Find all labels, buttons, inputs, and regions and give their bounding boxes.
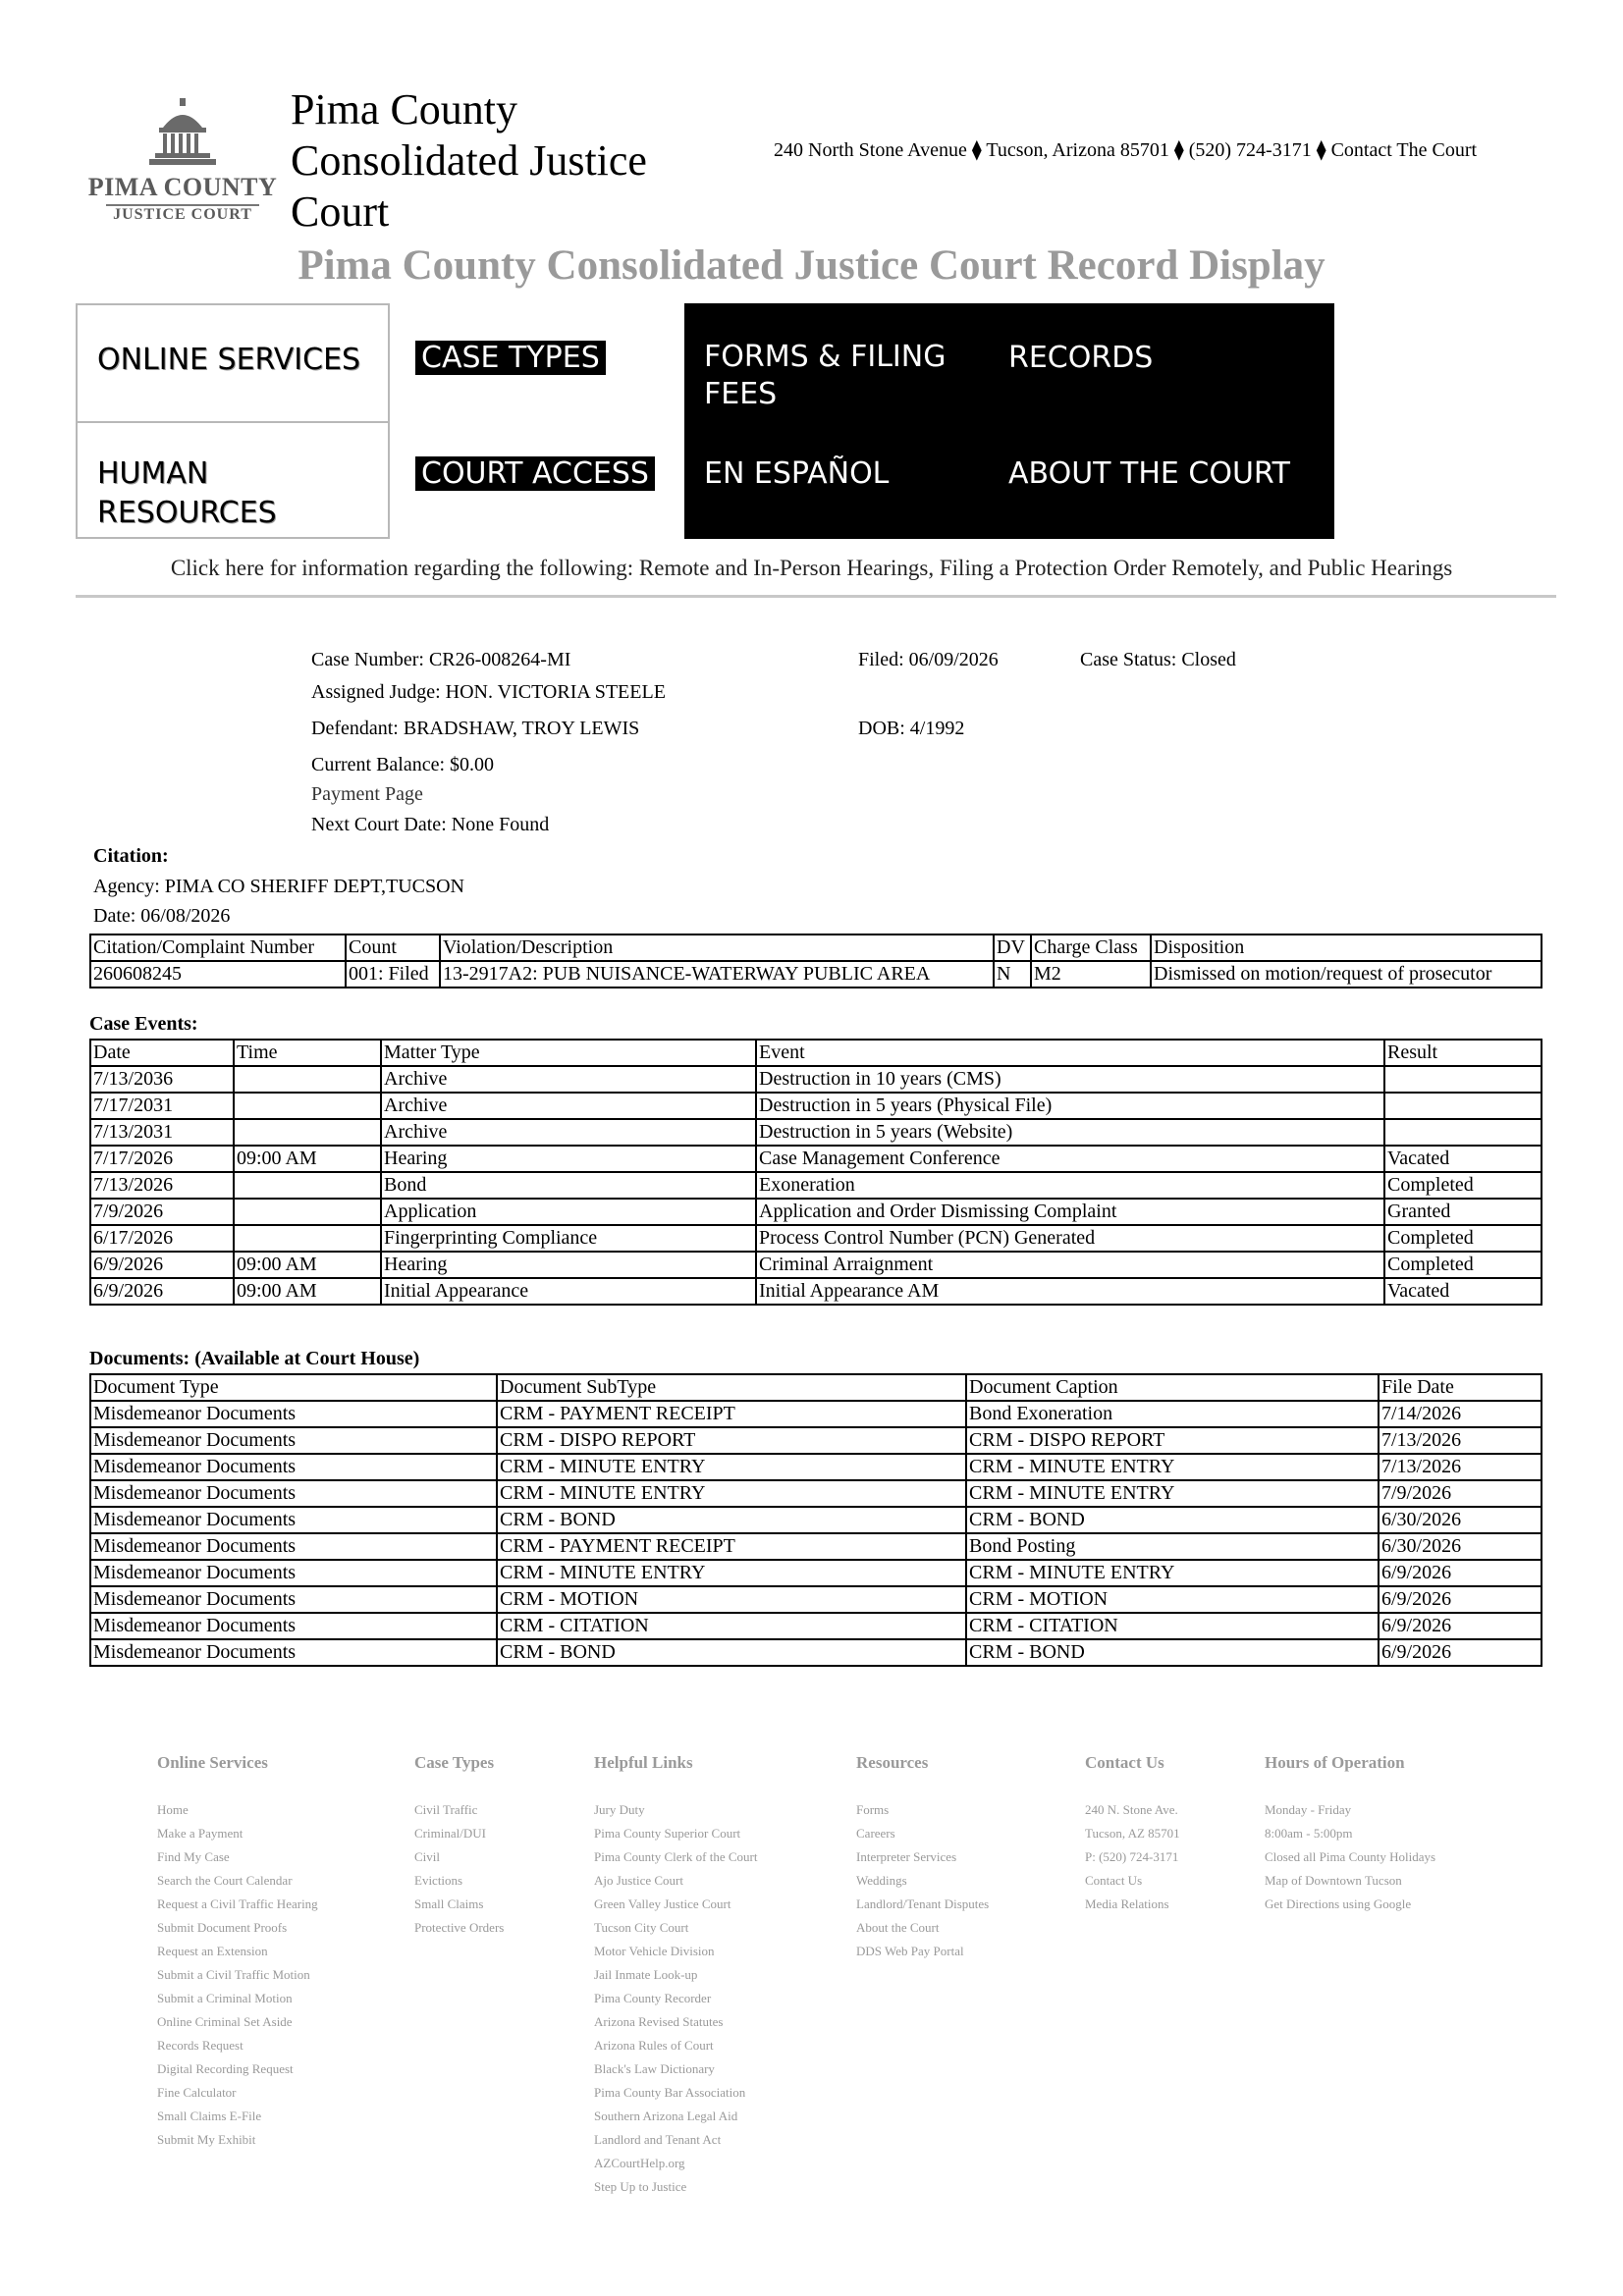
table-cell: 7/13/2026 <box>1379 1427 1542 1454</box>
table-row <box>90 1560 1542 1586</box>
table-cell <box>234 1093 381 1119</box>
documents-table <box>89 1373 1542 1667</box>
table-row <box>90 961 1542 988</box>
table-cell: Bond Exoneration <box>966 1401 1379 1427</box>
filed-date: Filed: 06/09/2026 <box>858 649 999 670</box>
footer-link[interactable]: Make a Payment <box>157 1826 243 1841</box>
nav-forms-fees-label: FORMS & FILING FEES <box>704 340 947 411</box>
footer-column-online-services <box>157 1753 318 2152</box>
footer-link[interactable]: Pima County Clerk of the Court <box>594 1849 758 1864</box>
table-cell: CRM - PAYMENT RECEIPT <box>497 1401 966 1427</box>
table-cell: CRM - CITATION <box>966 1613 1379 1639</box>
defendant: Defendant: BRADSHAW, TROY LEWIS <box>311 718 640 739</box>
footer-column-helpful-links <box>594 1753 757 2199</box>
table-cell <box>1384 1119 1542 1146</box>
footer-link[interactable]: Records Request <box>157 2038 243 2053</box>
court-logo[interactable] <box>86 98 279 228</box>
table-cell: 6/9/2026 <box>1379 1560 1542 1586</box>
table-cell: 09:00 AM <box>234 1278 381 1305</box>
table-cell <box>234 1119 381 1146</box>
table-cell <box>1384 1093 1542 1119</box>
citation-agency: Agency: PIMA CO SHERIFF DEPT,TUCSON <box>93 876 464 897</box>
footer-link[interactable]: Pima County Bar Association <box>594 2085 746 2100</box>
hearings-notice-link[interactable]: Click here for information regarding the following: Remote and In-Person Hearings, Filing a Protection Order Remotely, and Public Hearings <box>170 556 1453 580</box>
table-cell: Archive <box>381 1119 756 1146</box>
table-cell: M2 <box>1031 961 1151 988</box>
table-row <box>90 1093 1542 1119</box>
table-cell: CRM - CITATION <box>497 1613 966 1639</box>
footer-link[interactable]: 8:00am - 5:00pm <box>1265 1826 1353 1841</box>
nav-human-resources[interactable] <box>76 421 390 539</box>
footer-link[interactable]: Submit a Criminal Motion <box>157 1991 293 2005</box>
footer-link[interactable]: Closed all Pima County Holidays <box>1265 1849 1436 1864</box>
table-cell: Archive <box>381 1093 756 1119</box>
footer-link[interactable]: Ajo Justice Court <box>594 1873 683 1888</box>
table-header-row <box>90 1374 1542 1401</box>
table-cell: Completed <box>1384 1252 1542 1278</box>
footer-link[interactable]: Online Criminal Set Aside <box>157 2014 293 2029</box>
footer-link[interactable]: Tucson City Court <box>594 1920 689 1935</box>
nav-forms-fees[interactable] <box>684 339 969 413</box>
column-header: Charge Class <box>1031 934 1151 961</box>
table-row <box>90 1454 1542 1480</box>
table-row <box>90 1533 1542 1560</box>
footer-heading: Case Types <box>414 1753 495 1772</box>
table-row <box>90 1639 1542 1666</box>
footer-heading: Helpful Links <box>594 1753 693 1772</box>
footer-link[interactable]: Landlord and Tenant Act <box>594 2132 722 2147</box>
table-cell: CRM - MINUTE ENTRY <box>497 1454 966 1480</box>
table-cell: 6/9/2026 <box>1379 1613 1542 1639</box>
footer-link[interactable]: Black's Law Dictionary <box>594 2061 715 2076</box>
footer-column-case-types <box>414 1753 504 1940</box>
table-cell <box>234 1199 381 1225</box>
nav-online-services[interactable] <box>76 303 390 423</box>
table-cell: Archive <box>381 1066 756 1093</box>
citation-table-body <box>90 934 1542 988</box>
footer-link[interactable]: Submit Document Proofs <box>157 1920 288 1935</box>
table-cell: 7/9/2026 <box>90 1199 234 1225</box>
footer-link[interactable]: Arizona Revised Statutes <box>594 2014 724 2029</box>
table-cell: Misdemeanor Documents <box>90 1427 497 1454</box>
footer-link[interactable]: Request a Civil Traffic Hearing <box>157 1896 318 1911</box>
table-cell: 7/9/2026 <box>1379 1480 1542 1507</box>
nav-records-label: RECORDS <box>1008 341 1154 375</box>
table-cell: Hearing <box>381 1252 756 1278</box>
table-cell: 7/13/2036 <box>90 1066 234 1093</box>
footer-link[interactable]: DDS Web Pay Portal <box>856 1944 964 1958</box>
table-cell: Process Control Number (PCN) Generated <box>756 1225 1384 1252</box>
documents-table-body <box>90 1374 1542 1666</box>
table-cell: Misdemeanor Documents <box>90 1480 497 1507</box>
table-cell: Hearing <box>381 1146 756 1172</box>
footer-link[interactable]: Civil Traffic <box>414 1802 478 1817</box>
table-cell: Criminal Arraignment <box>756 1252 1384 1278</box>
court-address[interactable]: 240 North Stone Avenue ⧫ Tucson, Arizona 85701 ⧫ (520) 724-3171 ⧫ Contact The Court <box>774 139 1478 161</box>
table-cell: 6/9/2026 <box>90 1252 234 1278</box>
footer-link[interactable]: P: (520) 724-3171 <box>1085 1849 1179 1864</box>
table-row <box>90 1199 1542 1225</box>
footer-link[interactable]: Find My Case <box>157 1849 230 1864</box>
table-row <box>90 1401 1542 1427</box>
footer-link[interactable]: Search the Court Calendar <box>157 1873 293 1888</box>
footer-link[interactable]: Landlord/Tenant Disputes <box>856 1896 990 1911</box>
column-header: Date <box>90 1040 234 1066</box>
table-cell: 7/14/2026 <box>1379 1401 1542 1427</box>
main-nav <box>76 303 1334 539</box>
column-header: File Date <box>1379 1374 1542 1401</box>
table-cell <box>1384 1066 1542 1093</box>
footer-link[interactable]: Arizona Rules of Court <box>594 2038 714 2053</box>
table-cell: Destruction in 5 years (Physical File) <box>756 1093 1384 1119</box>
citation-heading: Citation: <box>93 845 169 867</box>
table-cell: Exoneration <box>756 1172 1384 1199</box>
table-cell: Misdemeanor Documents <box>90 1560 497 1586</box>
table-cell: CRM - MINUTE ENTRY <box>966 1480 1379 1507</box>
footer-link[interactable]: Fine Calculator <box>157 2085 237 2100</box>
footer-column-resources <box>856 1753 989 1963</box>
table-cell: CRM - MOTION <box>966 1586 1379 1613</box>
table-cell: Granted <box>1384 1199 1542 1225</box>
table-cell: Completed <box>1384 1172 1542 1199</box>
table-cell: Destruction in 5 years (Website) <box>756 1119 1384 1146</box>
footer-link[interactable]: Civil <box>414 1849 441 1864</box>
nav-about-court[interactable] <box>989 454 1323 494</box>
table-row <box>90 1613 1542 1639</box>
defendant-dob: DOB: 4/1992 <box>858 718 965 739</box>
footer-link[interactable]: Map of Downtown Tucson <box>1265 1873 1402 1888</box>
table-cell: Application and Order Dismissing Complaint <box>756 1199 1384 1225</box>
footer-heading: Resources <box>856 1753 929 1772</box>
table-cell: Vacated <box>1384 1278 1542 1305</box>
nav-case-types[interactable] <box>396 339 680 378</box>
court-name: Pima County Consolidated Justice Court <box>291 85 647 236</box>
payment-page-link[interactable]: Payment Page <box>311 783 423 805</box>
footer-column-hours <box>1265 1753 1435 1916</box>
table-cell <box>234 1066 381 1093</box>
nav-online-services-label: ONLINE SERVICES <box>97 343 361 377</box>
table-header-row <box>90 934 1542 961</box>
logo-name: PIMA COUNTY <box>87 173 278 201</box>
table-cell: Fingerprinting Compliance <box>381 1225 756 1252</box>
footer-link[interactable]: Request an Extension <box>157 1944 268 1958</box>
table-cell <box>234 1172 381 1199</box>
column-header: Result <box>1384 1040 1542 1066</box>
footer-link[interactable]: Get Directions using Google <box>1265 1896 1412 1911</box>
table-cell: 6/30/2026 <box>1379 1507 1542 1533</box>
table-cell: 6/30/2026 <box>1379 1533 1542 1560</box>
current-balance: Current Balance: $0.00 <box>311 754 495 775</box>
footer-link[interactable]: Step Up to Justice <box>594 2179 687 2194</box>
table-cell: N <box>994 961 1031 988</box>
footer-link[interactable]: Home <box>157 1802 189 1817</box>
table-cell: CRM - MOTION <box>497 1586 966 1613</box>
table-cell: Destruction in 10 years (CMS) <box>756 1066 1384 1093</box>
footer-heading: Contact Us <box>1085 1753 1164 1772</box>
table-row <box>90 1146 1542 1172</box>
footer-heading: Hours of Operation <box>1265 1753 1405 1772</box>
nav-human-resources-label: HUMAN RESOURCES <box>97 456 277 530</box>
nav-about-court-label: ABOUT THE COURT <box>1008 456 1290 491</box>
footer-link[interactable]: Small Claims E-File <box>157 2109 262 2123</box>
footer-link[interactable]: Pima County Recorder <box>594 1991 712 2005</box>
footer-link[interactable]: 240 N. Stone Ave. <box>1085 1802 1178 1817</box>
footer-link[interactable]: Monday - Friday <box>1265 1802 1352 1817</box>
table-row <box>90 1172 1542 1199</box>
documents-heading: Documents: (Available at Court House) <box>89 1348 420 1369</box>
case-events-heading: Case Events: <box>89 1013 198 1035</box>
table-cell: Misdemeanor Documents <box>90 1533 497 1560</box>
footer-link[interactable]: Jail Inmate Look-up <box>594 1967 698 1982</box>
footer-link[interactable]: Evictions <box>414 1873 463 1888</box>
table-cell: Vacated <box>1384 1146 1542 1172</box>
table-row <box>90 1507 1542 1533</box>
column-header: Count <box>346 934 440 961</box>
table-cell: CRM - BOND <box>497 1507 966 1533</box>
table-cell: 13-2917A2: PUB NUISANCE-WATERWAY PUBLIC AREA <box>440 961 994 988</box>
table-cell: CRM - DISPO REPORT <box>966 1427 1379 1454</box>
nav-court-access-label: COURT ACCESS <box>415 456 655 491</box>
footer-link[interactable]: AZCourtHelp.org <box>594 2156 685 2170</box>
footer-link[interactable]: Submit My Exhibit <box>157 2132 256 2147</box>
table-cell: CRM - MINUTE ENTRY <box>966 1560 1379 1586</box>
table-cell: Dismissed on motion/request of prosecutor <box>1151 961 1542 988</box>
table-row <box>90 1225 1542 1252</box>
table-cell: Misdemeanor Documents <box>90 1454 497 1480</box>
column-header: Event <box>756 1040 1384 1066</box>
page-title: Pima County Consolidated Justice Court Record Display <box>298 242 1325 289</box>
footer-link[interactable]: Green Valley Justice Court <box>594 1896 731 1911</box>
table-cell: 7/13/2026 <box>1379 1454 1542 1480</box>
notice-divider <box>76 595 1556 598</box>
column-header: Matter Type <box>381 1040 756 1066</box>
logo-subtitle: JUSTICE COURT <box>113 206 252 223</box>
footer-link[interactable]: Southern Arizona Legal Aid <box>594 2109 738 2123</box>
citation-date: Date: 06/08/2026 <box>93 905 231 927</box>
nav-en-espanol[interactable] <box>684 454 979 494</box>
footer-heading: Online Services <box>157 1753 268 1772</box>
table-row <box>90 1586 1542 1613</box>
case-number: Case Number: CR26-008264-MI <box>311 649 571 670</box>
footer-link[interactable]: About the Court <box>856 1920 940 1935</box>
table-cell: 7/17/2031 <box>90 1093 234 1119</box>
table-cell: Bond Posting <box>966 1533 1379 1560</box>
table-header-row <box>90 1040 1542 1066</box>
table-cell: Misdemeanor Documents <box>90 1507 497 1533</box>
table-cell: Misdemeanor Documents <box>90 1586 497 1613</box>
column-header: DV <box>994 934 1031 961</box>
footer-link[interactable]: Criminal/DUI <box>414 1826 486 1841</box>
footer-link[interactable]: Small Claims <box>414 1896 484 1911</box>
case-status: Case Status: Closed <box>1080 649 1236 670</box>
column-header: Document Type <box>90 1374 497 1401</box>
table-cell: Case Management Conference <box>756 1146 1384 1172</box>
table-row <box>90 1480 1542 1507</box>
footer-column-contact-us <box>1085 1753 1180 1916</box>
footer-link[interactable]: Contact Us <box>1085 1873 1143 1888</box>
footer-link[interactable]: Forms <box>856 1802 890 1817</box>
table-cell: 260608245 <box>90 961 346 988</box>
column-header: Citation/Complaint Number <box>90 934 346 961</box>
nav-en-espanol-label: EN ESPAÑOL <box>704 456 890 491</box>
table-cell: CRM - MINUTE ENTRY <box>966 1454 1379 1480</box>
footer-link[interactable]: Weddings <box>856 1873 907 1888</box>
assigned-judge: Assigned Judge: HON. VICTORIA STEELE <box>311 681 666 703</box>
table-cell: Bond <box>381 1172 756 1199</box>
table-cell: 7/13/2031 <box>90 1119 234 1146</box>
table-row <box>90 1119 1542 1146</box>
table-cell: Misdemeanor Documents <box>90 1639 497 1666</box>
table-cell: Initial Appearance <box>381 1278 756 1305</box>
table-cell: 6/9/2026 <box>90 1278 234 1305</box>
footer-link[interactable]: Submit a Civil Traffic Motion <box>157 1967 310 1982</box>
footer-link[interactable]: Interpreter Services <box>856 1849 957 1864</box>
nav-case-types-label: CASE TYPES <box>415 341 606 375</box>
nav-court-access[interactable] <box>396 454 680 494</box>
table-cell: CRM - MINUTE ENTRY <box>497 1560 966 1586</box>
footer-link[interactable]: Protective Orders <box>414 1920 505 1935</box>
table-cell: Misdemeanor Documents <box>90 1401 497 1427</box>
table-cell: 7/13/2026 <box>90 1172 234 1199</box>
table-cell: CRM - DISPO REPORT <box>497 1427 966 1454</box>
table-cell: CRM - BOND <box>966 1639 1379 1666</box>
footer-link[interactable]: Motor Vehicle Division <box>594 1944 715 1958</box>
table-cell: 6/9/2026 <box>1379 1586 1542 1613</box>
table-cell: CRM - BOND <box>497 1639 966 1666</box>
footer-link[interactable]: Careers <box>856 1826 895 1841</box>
footer-link[interactable]: Pima County Superior Court <box>594 1826 741 1841</box>
next-court-date: Next Court Date: None Found <box>311 814 550 835</box>
column-header: Disposition <box>1151 934 1542 961</box>
table-cell: Application <box>381 1199 756 1225</box>
footer-link[interactable]: Tucson, AZ 85701 <box>1085 1826 1180 1841</box>
column-header: Document SubType <box>497 1374 966 1401</box>
table-row <box>90 1427 1542 1454</box>
footer-link[interactable]: Digital Recording Request <box>157 2061 294 2076</box>
table-cell: 09:00 AM <box>234 1146 381 1172</box>
table-cell: Initial Appearance AM <box>756 1278 1384 1305</box>
table-cell: CRM - MINUTE ENTRY <box>497 1480 966 1507</box>
table-cell: CRM - PAYMENT RECEIPT <box>497 1533 966 1560</box>
table-cell: 7/17/2026 <box>90 1146 234 1172</box>
column-header: Document Caption <box>966 1374 1379 1401</box>
case-events-table-body <box>90 1040 1542 1305</box>
column-header: Time <box>234 1040 381 1066</box>
table-row <box>90 1278 1542 1305</box>
table-cell <box>234 1225 381 1252</box>
table-cell: 6/9/2026 <box>1379 1639 1542 1666</box>
table-row <box>90 1252 1542 1278</box>
table-cell: 001: Filed <box>346 961 440 988</box>
courthouse-icon <box>86 98 279 173</box>
table-cell: 6/17/2026 <box>90 1225 234 1252</box>
case-events-table <box>89 1039 1542 1306</box>
footer-link[interactable]: Media Relations <box>1085 1896 1169 1911</box>
table-cell: CRM - BOND <box>966 1507 1379 1533</box>
table-cell: 09:00 AM <box>234 1252 381 1278</box>
table-cell: Completed <box>1384 1225 1542 1252</box>
table-row <box>90 1066 1542 1093</box>
citation-table <box>89 934 1542 988</box>
column-header: Violation/Description <box>440 934 994 961</box>
nav-records[interactable] <box>989 339 1283 378</box>
footer-link[interactable]: Jury Duty <box>594 1802 645 1817</box>
table-cell: Misdemeanor Documents <box>90 1613 497 1639</box>
